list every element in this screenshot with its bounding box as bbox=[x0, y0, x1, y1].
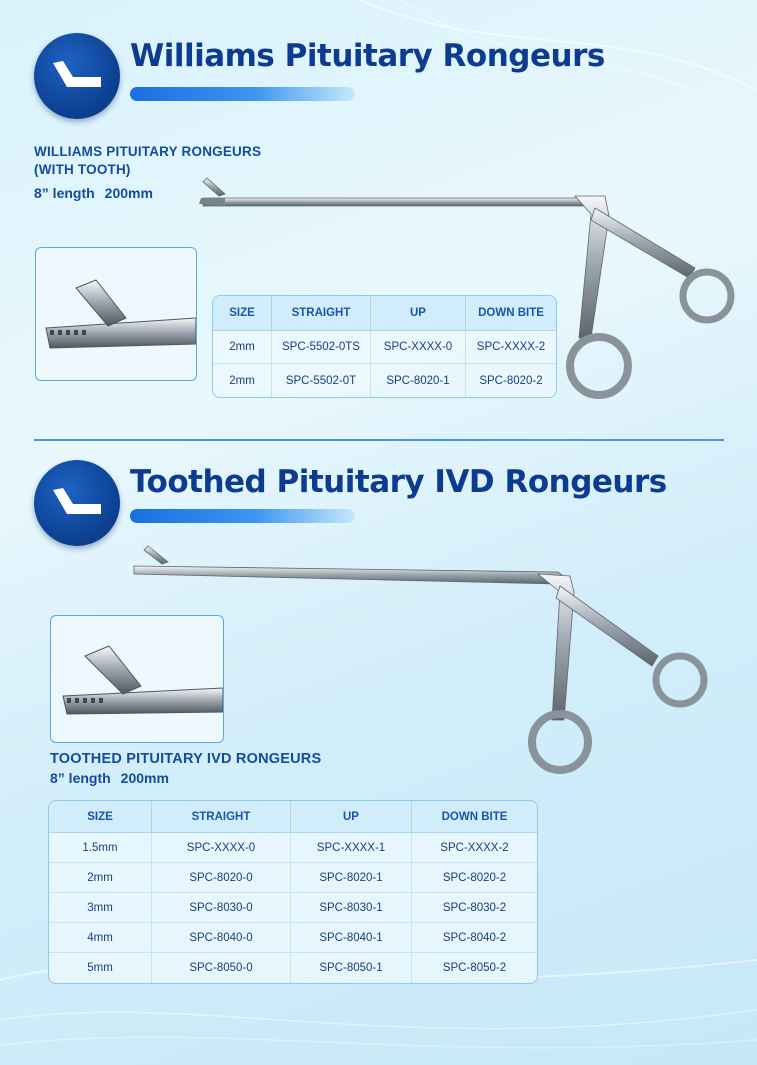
table-row bbox=[49, 833, 537, 863]
section2-title-bar bbox=[130, 509, 355, 523]
cell: SPC-XXXX-2 bbox=[466, 331, 556, 364]
cell: SPC-8040-0 bbox=[152, 923, 291, 953]
section2-jaw-detail bbox=[50, 615, 224, 743]
cell: SPC-5502-0T bbox=[272, 364, 371, 397]
col-down-bite: DOWN BITE bbox=[412, 801, 537, 833]
section2-badge bbox=[34, 460, 120, 546]
table-header-row bbox=[49, 801, 537, 833]
section1-length bbox=[34, 185, 153, 201]
cell: 1.5mm bbox=[49, 833, 152, 863]
table-row bbox=[49, 953, 537, 983]
section2-product-name: TOOTHED PITUITARY IVD RONGEURS bbox=[50, 751, 322, 767]
section1-product-name-line1: WILLIAMS PITUITARY RONGEURS bbox=[34, 144, 262, 159]
col-down-bite: DOWN BITE bbox=[466, 296, 556, 331]
section2-length-mm: 200mm bbox=[120, 770, 169, 786]
cell: 2mm bbox=[213, 331, 272, 364]
cell: SPC-8030-2 bbox=[412, 893, 537, 923]
section1-length-mm: 200mm bbox=[104, 185, 153, 201]
cell: SPC-XXXX-2 bbox=[412, 833, 537, 863]
cell: 5mm bbox=[49, 953, 152, 983]
section1-title-bar bbox=[130, 87, 355, 101]
section1-jaw-detail bbox=[35, 247, 197, 381]
cell: 4mm bbox=[49, 923, 152, 953]
cell: 3mm bbox=[49, 893, 152, 923]
cell: 2mm bbox=[213, 364, 272, 397]
table-row bbox=[49, 863, 537, 893]
col-up: UP bbox=[291, 801, 412, 833]
col-size: SIZE bbox=[213, 296, 272, 331]
section1-spec-table bbox=[212, 295, 557, 398]
jaw-closeup-image-1 bbox=[36, 248, 196, 380]
section1-length-inch: 8” length bbox=[34, 185, 95, 201]
cell: SPC-XXXX-0 bbox=[152, 833, 291, 863]
table-header-row bbox=[213, 296, 556, 331]
cell: SPC-5502-0TS bbox=[272, 331, 371, 364]
cell: SPC-8050-1 bbox=[291, 953, 412, 983]
jaw-closeup-image-2 bbox=[51, 616, 223, 742]
section1-product-name-line2: (WITH TOOTH) bbox=[34, 162, 131, 177]
section2-title: Toothed Pituitary IVD Rongeurs bbox=[130, 464, 667, 500]
cell: 2mm bbox=[49, 863, 152, 893]
cell: SPC-8040-1 bbox=[291, 923, 412, 953]
cell: SPC-8020-1 bbox=[291, 863, 412, 893]
cell: SPC-8020-0 bbox=[152, 863, 291, 893]
col-up: UP bbox=[371, 296, 466, 331]
cell: SPC-8020-2 bbox=[479, 374, 543, 387]
section2-length bbox=[50, 770, 169, 786]
cell: SPC-8050-2 bbox=[442, 962, 507, 974]
cell: SPC-8020-2 bbox=[412, 863, 537, 893]
cell: SPC-8040-2 bbox=[412, 923, 537, 953]
table-row bbox=[49, 923, 537, 953]
cell: SPC-8020-1 bbox=[371, 364, 466, 397]
section2-length-inch: 8” length bbox=[50, 770, 111, 786]
cell: SPC-8030-1 bbox=[291, 893, 412, 923]
table-row bbox=[49, 893, 537, 923]
section-divider bbox=[34, 439, 724, 441]
col-size: SIZE bbox=[49, 801, 152, 833]
table-row bbox=[213, 331, 556, 364]
cell: SPC-8050-0 bbox=[152, 953, 291, 983]
cell: SPC-XXXX-0 bbox=[371, 331, 466, 364]
cell: SPC-XXXX-1 bbox=[291, 833, 412, 863]
cell: SPC-8030-0 bbox=[152, 893, 291, 923]
table-row bbox=[213, 364, 556, 397]
section1-title: Williams Pituitary Rongeurs bbox=[130, 38, 605, 74]
col-straight: STRAIGHT bbox=[152, 801, 291, 833]
col-straight: STRAIGHT bbox=[272, 296, 371, 331]
rongeur-jaw-icon bbox=[47, 55, 107, 95]
rongeur-jaw-icon bbox=[47, 482, 107, 522]
section1-badge bbox=[34, 33, 120, 119]
section2-spec-table bbox=[48, 800, 538, 984]
